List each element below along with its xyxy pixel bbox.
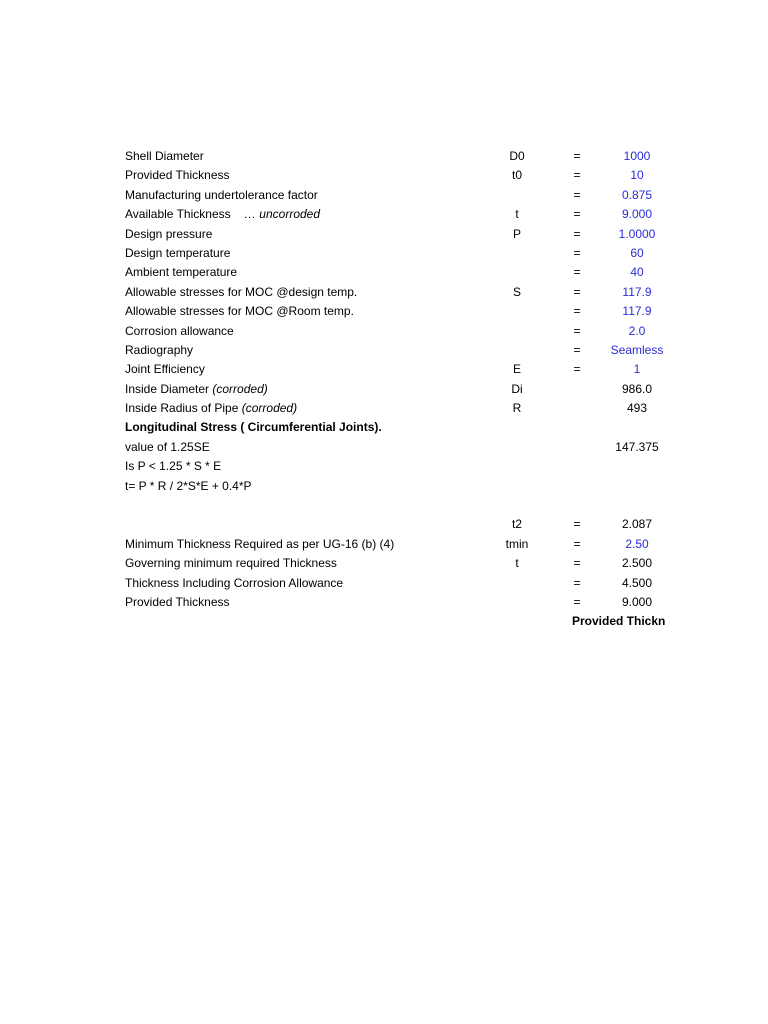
row-label-text: Available Thickness	[125, 207, 231, 222]
row-joint-efficiency	[0, 360, 768, 379]
row-label-text: Inside Diameter	[125, 381, 210, 396]
row-formula	[0, 477, 768, 496]
row-computed-value: 147.375	[615, 439, 659, 454]
row-available-thickness	[0, 205, 768, 224]
row-computed-value: 2.087	[621, 517, 653, 532]
row-allowable-stress-room	[0, 302, 768, 321]
row-input-value[interactable]: 2.0	[628, 323, 646, 338]
row-symbol: P	[512, 226, 521, 241]
row-computed-value: 986.0	[621, 381, 653, 396]
row-inside-diameter	[0, 380, 768, 399]
row-input-value[interactable]: 2.50	[625, 536, 649, 551]
row-input-value[interactable]: 9.000	[621, 207, 653, 222]
calculation-sheet	[0, 147, 768, 632]
row-label: Joint Efficiency	[125, 362, 205, 377]
equals-sign: =	[573, 556, 581, 571]
row-input-value[interactable]: 1	[633, 362, 641, 377]
row-label: Thickness Including Corrosion Allowance	[125, 575, 344, 590]
row-input-value[interactable]: 10	[630, 168, 644, 183]
row-label-italic: … uncorroded	[243, 207, 321, 222]
row-symbol: t	[515, 556, 519, 571]
row-t2	[0, 515, 768, 534]
row-footer-note	[0, 612, 768, 631]
row-symbol: E	[512, 362, 521, 377]
row-input-value[interactable]: 0.875	[621, 187, 653, 202]
row-input-value[interactable]: 117.9	[622, 284, 652, 299]
equals-sign: =	[573, 323, 581, 338]
equals-sign: =	[573, 304, 581, 319]
row-label: Minimum Thickness Required as per UG-16 (b) (4)	[125, 536, 395, 551]
equals-sign: =	[573, 362, 581, 377]
row-allowable-stress-design	[0, 283, 768, 302]
row-input-value[interactable]: Seamless	[610, 342, 664, 357]
row-label: Governing minimum required Thickness	[125, 556, 337, 571]
equals-sign: =	[573, 168, 581, 183]
row-symbol: tmin	[505, 536, 529, 551]
row-label-italic: (corroded)	[212, 381, 268, 396]
equals-sign: =	[573, 149, 581, 163]
row-computed-value: 2.500	[621, 556, 653, 571]
row-label: Ambient temperature	[125, 265, 238, 280]
row-section-heading	[0, 418, 768, 437]
row-spacer	[0, 496, 768, 515]
row-label: Corrosion allowance	[125, 323, 234, 338]
row-design-temperature	[0, 244, 768, 263]
equals-sign: =	[573, 284, 581, 299]
row-label: t= P * R / 2*S*E + 0.4*P	[125, 478, 252, 493]
equals-sign: =	[573, 207, 581, 222]
row-input-value[interactable]: 60	[630, 245, 644, 260]
row-governing-min-thickness	[0, 554, 768, 573]
row-symbol: t2	[511, 517, 522, 532]
row-input-value[interactable]: 40	[630, 265, 644, 280]
row-computed-value: 493	[626, 401, 648, 416]
row-symbol: R	[512, 401, 522, 416]
row-inside-radius	[0, 399, 768, 418]
row-design-pressure	[0, 225, 768, 244]
row-label: Allowable stresses for MOC @Room temp.	[125, 304, 354, 319]
row-undertolerance-factor	[0, 186, 768, 205]
row-label: Manufacturing undertolerance factor	[125, 187, 318, 202]
row-input-value[interactable]: 1000	[623, 149, 651, 163]
equals-sign: =	[573, 594, 581, 609]
equals-sign: =	[573, 245, 581, 260]
row-min-thickness-ug16	[0, 535, 768, 554]
equals-sign: =	[573, 265, 581, 280]
equals-sign: =	[573, 575, 581, 590]
row-computed-value: 9.000	[621, 594, 653, 609]
row-value-125se	[0, 438, 768, 457]
row-computed-value: 4.500	[621, 575, 653, 590]
equals-sign: =	[573, 517, 581, 532]
equals-sign: =	[573, 342, 581, 357]
row-label	[125, 380, 268, 399]
result-note: Provided Thickn	[572, 614, 666, 629]
row-label: Is P < 1.25 * S * E	[125, 459, 222, 474]
row-label	[125, 399, 297, 418]
row-input-value[interactable]: 117.9	[622, 304, 652, 319]
row-label-italic: (corroded)	[241, 401, 298, 416]
row-symbol: S	[512, 284, 521, 299]
row-input-value[interactable]: 1.0000	[618, 226, 656, 241]
row-symbol: t0	[511, 168, 522, 183]
row-label: Design temperature	[125, 245, 231, 260]
row-label	[125, 205, 320, 224]
row-label: value of 1.25SE	[125, 439, 210, 454]
row-radiography	[0, 341, 768, 360]
row-label: Radiography	[125, 342, 194, 357]
row-provided-thickness-final	[0, 593, 768, 612]
row-symbol: Di	[511, 381, 523, 396]
row-label: Allowable stresses for MOC @design temp.	[125, 284, 358, 299]
row-label: Design pressure	[125, 226, 213, 241]
row-symbol: t	[515, 207, 519, 222]
row-label-text: Inside Radius of Pipe	[125, 401, 239, 416]
row-label: Shell Diameter	[125, 149, 204, 163]
row-label: Provided Thickness	[125, 594, 230, 609]
equals-sign: =	[573, 536, 581, 551]
section-heading: Longitudinal Stress ( Circumferential Joints).	[125, 420, 382, 435]
row-symbol: D0	[509, 149, 525, 163]
row-condition-check	[0, 457, 768, 476]
row-label: Provided Thickness	[125, 168, 230, 183]
equals-sign: =	[573, 226, 581, 241]
row-corrosion-allowance	[0, 322, 768, 341]
row-thickness-incl-ca	[0, 574, 768, 593]
equals-sign: =	[573, 187, 581, 202]
row-shell-diameter	[0, 147, 768, 166]
row-provided-thickness	[0, 166, 768, 185]
row-ambient-temperature	[0, 263, 768, 282]
